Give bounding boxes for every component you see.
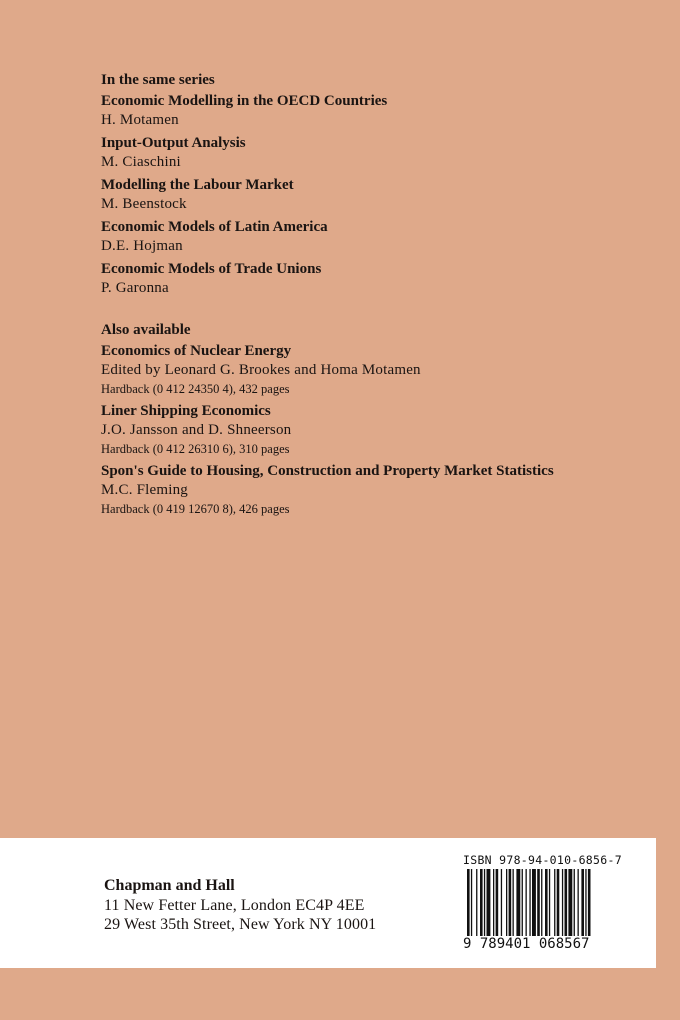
series-list (101, 92, 601, 298)
isbn-label: ISBN 978-94-010-6856-7 (463, 853, 622, 867)
barcode-digits: 9 789401 068567 (463, 936, 633, 952)
also-available-list (101, 342, 601, 518)
book-title: Spon's Guide to Housing, Construction and Property Market Statistics (101, 463, 554, 479)
series-entry (101, 260, 601, 298)
book-author: M. Beenstock (101, 196, 187, 212)
book-title: Input-Output Analysis (101, 135, 246, 151)
book-author: M. Ciaschini (101, 154, 181, 170)
publisher-address-newyork: 29 West 35th Street, New York NY 10001 (104, 916, 377, 933)
also-available-entry (101, 462, 601, 518)
publisher-address-london: 11 New Fetter Lane, London EC4P 4EE (104, 897, 365, 914)
book-title: Economic Modelling in the OECD Countries (101, 93, 388, 109)
book-author: M.C. Fleming (101, 482, 188, 498)
book-title: Modelling the Labour Market (101, 177, 294, 193)
book-details: Hardback (0 419 12670 8), 426 pages (101, 502, 290, 516)
book-author: H. Motamen (101, 112, 179, 128)
book-author: P. Garonna (101, 280, 169, 296)
book-title: Economic Models of Trade Unions (101, 261, 322, 277)
book-title: Liner Shipping Economics (101, 403, 271, 419)
book-title: Economics of Nuclear Energy (101, 343, 292, 359)
cover-edge-strip (656, 838, 680, 968)
series-entry (101, 218, 601, 256)
book-details: Hardback (0 412 24350 4), 432 pages (101, 382, 290, 396)
book-author: Edited by Leonard G. Brookes and Homa Motamen (101, 362, 421, 378)
series-heading: In the same series (101, 72, 215, 88)
also-available-entry (101, 402, 601, 458)
also-available-heading: Also available (101, 322, 191, 338)
series-entry (101, 134, 601, 172)
book-listing (101, 70, 601, 522)
also-available-entry (101, 342, 601, 398)
publisher-name: Chapman and Hall (104, 877, 235, 894)
series-entry (101, 176, 601, 214)
book-author: D.E. Hojman (101, 238, 183, 254)
publisher-block (104, 876, 424, 934)
book-details: Hardback (0 412 26310 6), 310 pages (101, 442, 290, 456)
series-entry (101, 92, 601, 130)
book-title: Economic Models of Latin America (101, 219, 328, 235)
book-author: J.O. Jansson and D. Shneerson (101, 422, 292, 438)
isbn-barcode (463, 853, 633, 953)
